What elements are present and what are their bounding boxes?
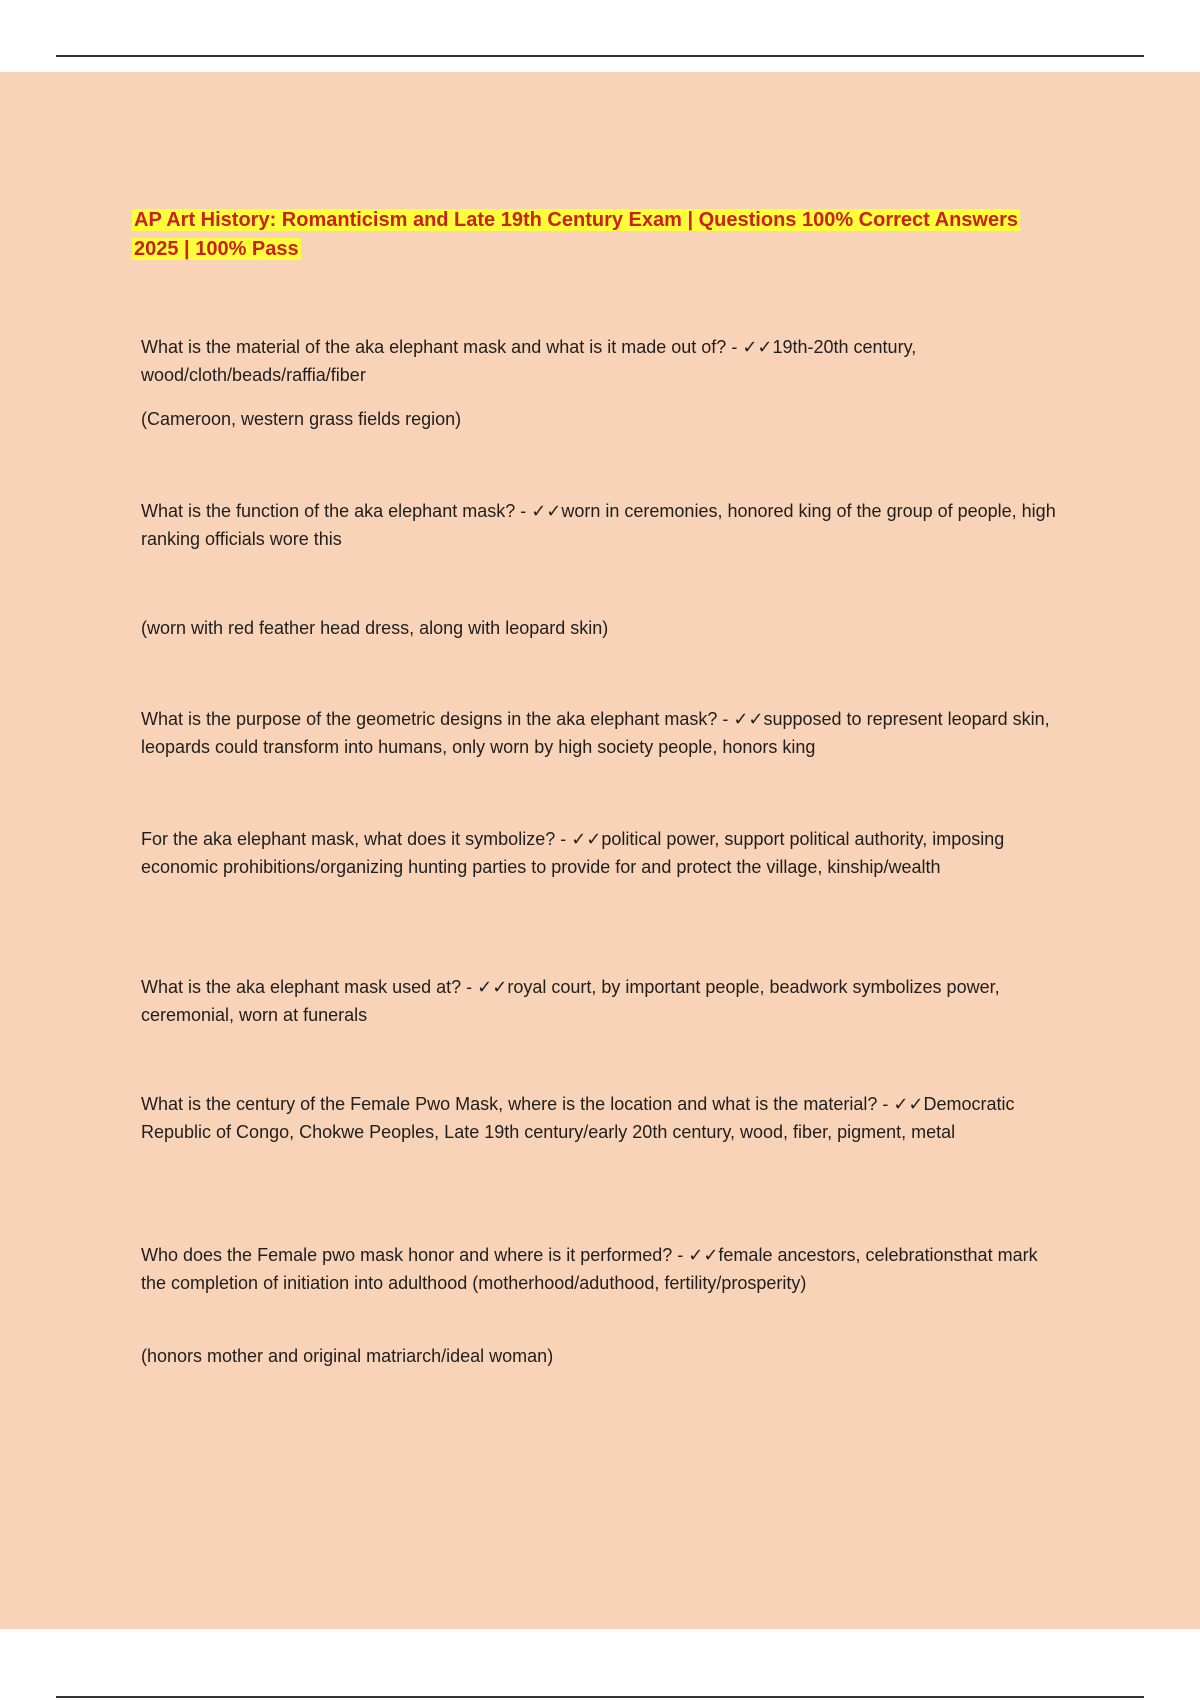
qa-note: (Cameroon, western grass fields region): [141, 409, 462, 429]
qa-paragraph: What is the purpose of the geometric designs in the aka elephant mask? - ✓✓supposed to represent leopard skin, leopards could transform into humans, only worn by high society people, honors king: [141, 709, 1050, 757]
qa-paragraph: What is the material of the aka elephant mask and what is it made out of? - ✓✓19th-20th century, wood/cloth/beads/raffia/fiber: [141, 337, 917, 385]
qa-paragraph: What is the century of the Female Pwo Mask, where is the location and what is the material? - ✓✓Democratic Republic of Congo, Chokwe Peoples, Late 19th century/early 20th century, wood, fiber, pigment, metal: [141, 1094, 1015, 1142]
qa-paragraph: What is the function of the aka elephant mask? - ✓✓worn in ceremonies, honored king of the group of people, high ranking officials wore this: [141, 501, 1056, 549]
title-highlight: AP Art History: Romanticism and Late 19th Century Exam | Questions 100% Correct Answers 2025 | 100% Pass: [134, 209, 1018, 260]
qa-note: (worn with red feather head dress, along with leopard skin): [141, 618, 609, 638]
qa-paragraph: What is the aka elephant mask used at? - ✓✓royal court, by important people, beadwork symbolizes power, ceremonial, worn at funerals: [141, 977, 1000, 1025]
footer-rule: [56, 1696, 1144, 1698]
qa-note: (honors mother and original matriarch/ideal woman): [141, 1346, 554, 1366]
document-title: [132, 206, 1052, 264]
qa-paragraph: Who does the Female pwo mask honor and where is it performed? - ✓✓female ancestors, celebrationsthat mark the completion of initiation into adulthood (motherhood/aduthood, fertility/prosperity): [141, 1245, 1038, 1293]
header-rule: [56, 55, 1144, 57]
qa-paragraph: For the aka elephant mask, what does it symbolize? - ✓✓political power, support political authority, imposing economic prohibitions/organizing hunting parties to provide for and protect the village, kinship/wealth: [141, 829, 1005, 877]
